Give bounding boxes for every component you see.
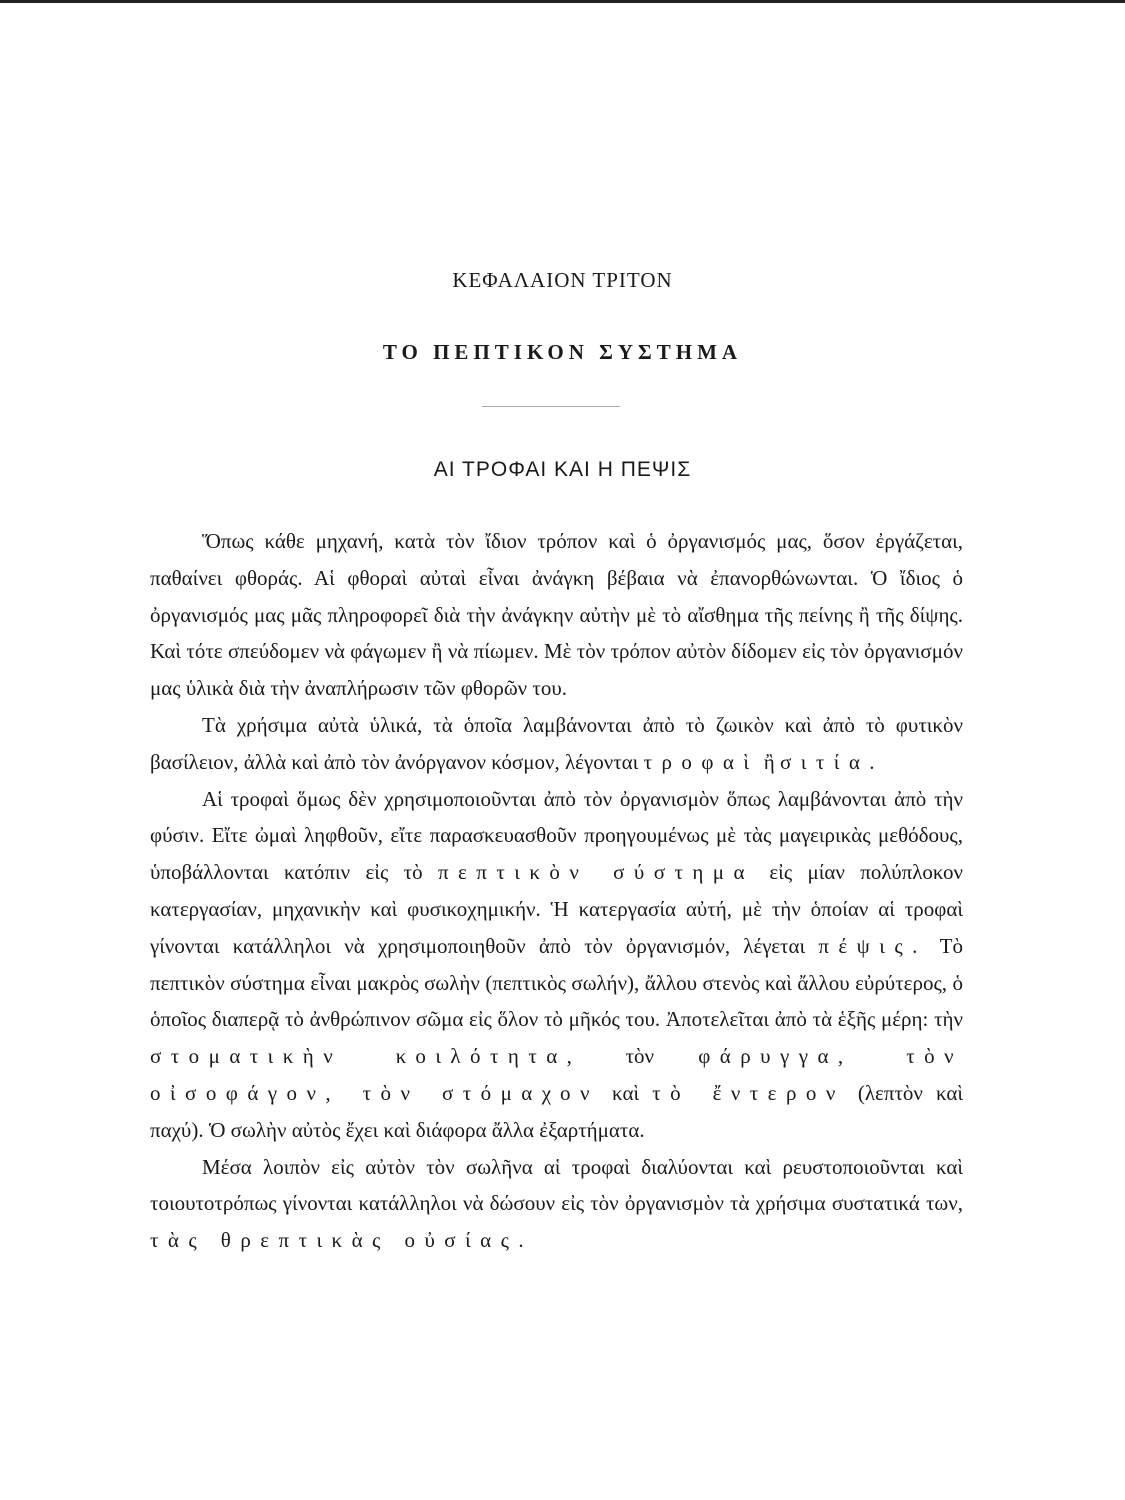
scan-top-edge xyxy=(0,0,1125,3)
paragraph-3-text-f: (λεπτὸν καὶ παχύ). Ὁ σωλὴν αὐτὸς ἔχει καὶ διάφορα ἄλλα ἐξαρτήματα. xyxy=(150,1080,964,1142)
section-title: ΑΙ ΤΡΟΦΑΙ ΚΑΙ Η ΠΕΨΙΣ xyxy=(433,458,692,481)
paragraph-4 xyxy=(150,1149,963,1259)
paragraph-1 xyxy=(150,523,963,707)
paragraph-3-text-a: Αἱ τροφαὶ ὅμως δὲν χρησιμοποιοῦνται ἀπὸ τὸν ὀργανισμὸν ὅπως λαμβάνονται ἀπὸ τὴν φύσιν. Εἴτε ὠμαὶ ληφθοῦν, εἴτε παρασκευασθοῦν προηγουμένως μὲ τὰς μαγειρικὰς μεθόδους, ὑποβάλλονται κατόπιν εἰς τὸ xyxy=(150,786,963,885)
paragraph-3-text-b: εἰς μίαν πολύπλοκον κατεργασίαν, μηχανικὴν καὶ φυσικοχημικήν. Ἡ κατεργασία αὐτή, μὲ τὴν ὁποίαν αἱ τροφαὶ γίνονται κατάλληλοι νὰ χρησιμοποιηθοῦν ἀπὸ τὸν ὀργανισμόν, λέγεται xyxy=(150,860,964,958)
paragraph-3 xyxy=(150,781,963,1149)
paragraph-2 xyxy=(150,707,963,781)
term-peptikon-systima: πεπτικὸν σύστημα xyxy=(437,860,754,885)
term-sitia: σιτία. xyxy=(779,749,884,774)
paragraph-4-text-a: Μέσα λοιπὸν εἰς αὐτὸν τὸν σωλῆνα αἱ τροφαὶ διαλύονται καὶ ρευστοποιοῦνται καὶ τοιουτοτρόπως γίνονται κατάλληλοι νὰ δώσουν εἰς τὸν ὀργανισμὸν τὰ χρήσιμα συστατικά των, xyxy=(150,1154,963,1216)
paragraph-3-text-d: τὸν xyxy=(625,1044,654,1069)
chapter-title: ΤΟ ΠΕΠΤΙΚΟΝ ΣΥΣΤΗΜΑ xyxy=(382,340,743,364)
paragraph-3-text-c: Τὸ πεπτικὸν σύστημα εἶναι μακρὸς σωλὴν (πεπτικὸς σωλήν), ἄλλου στενὸς καὶ ἄλλου εὐρύτερος, ὁ ὁποῖος διαπερᾷ τὸ ἀνθρώπινον σῶμα εἰς ὅλον τὸ μῆκός του. Ἀποτελεῖται ἀπὸ τὰ ἑξῆς μέρη: τὴν xyxy=(150,933,963,1032)
body-text xyxy=(150,523,963,1259)
term-enteron: τὸ ἔντερον xyxy=(652,1080,845,1105)
term-threptikes-ousies: τὰς θρεπτικὰς οὐσίας. xyxy=(150,1228,534,1253)
term-trofai: τροφαὶ xyxy=(643,749,759,774)
term-stomatiki-koilotita: στοματικὴν κοιλότητα, xyxy=(150,1044,582,1069)
title-divider xyxy=(482,406,620,407)
term-pepsis: πέψις. xyxy=(818,933,927,958)
chapter-label: ΚΕΦΑΛΑΙΟΝ ΤΡΙΤΟΝ xyxy=(452,268,673,292)
paragraph-2-text-b: ἢ xyxy=(763,749,775,774)
paragraph-3-text-e: καὶ xyxy=(612,1080,640,1105)
paragraph-1-text: Ὅπως κάθε μηχανή, κατὰ τὸν ἴδιον τρόπον καὶ ὁ ὀργανισμός μας, ὅσον ἐργάζεται, παθαίνει φθοράς. Αἱ φθοραὶ αὐταὶ εἶναι ἀνάγκη βέβαια νὰ ἐπανορθώνωνται. Ὁ ἴδιος ὁ ὀργανισμός μας μᾶς πληροφορεῖ διὰ τὴν ἀνάγκην αὐτὴν μὲ τὸ αἴσθημα τῆς πείνης ἢ τῆς δίψης. Καὶ τότε σπεύδομεν νὰ φάγωμεν ἢ νὰ πίωμεν. Μὲ τὸν τρόπον αὐτὸν δίδομεν εἰς τὸν ὀργανισμόν μας ὑλικὰ διὰ τὴν ἀναπλήρωσιν τῶν φθορῶν του. xyxy=(150,529,963,701)
paragraph-2-text-a: Τὰ χρήσιμα αὐτὰ ὑλικά, τὰ ὁποῖα λαμβάνονται ἀπὸ τὸ ζωικὸν καὶ ἀπὸ τὸ φυτικὸν βασίλειον, ἀλλὰ καὶ ἀπὸ τὸν ἀνόργανον κόσμον, λέγονται xyxy=(150,712,963,774)
term-digestive-organs: φάρυγγα, τὸν οἰσοφάγον, τὸν στόμαχον xyxy=(150,1044,964,1105)
